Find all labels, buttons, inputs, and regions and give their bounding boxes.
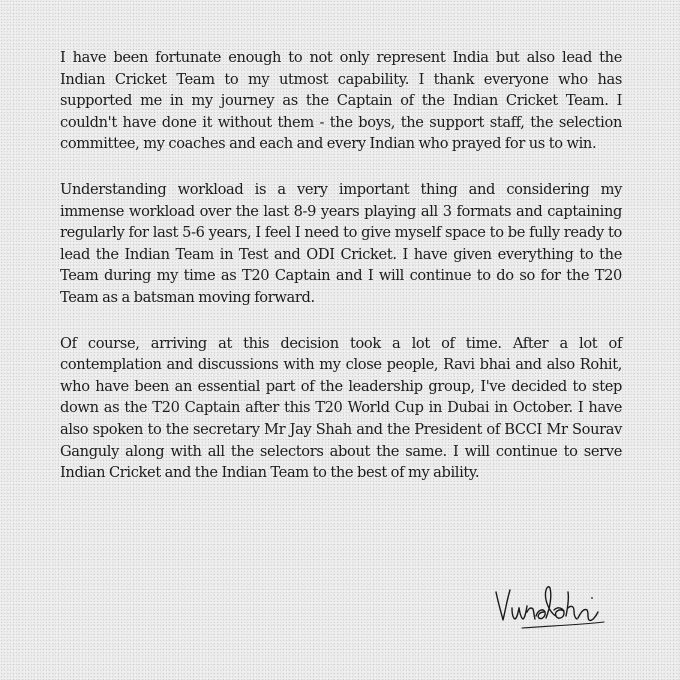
paragraph-1: I have been fortunate enough to not only represent India but also lead the Indian Cricket Team to my utmost capability. I thank everyone who has supported me in my journey as the Captain of the Indian Cricket Team. I couldn't have done it without them - the boys, the support staff, the selection committee, my coaches and each and every Indian who prayed for us to win. <box>60 49 622 153</box>
paragraph-2: Understanding workload is a very important thing and considering my immense workload over the last 8-9 years playing all 3 formats and captaining regularly for last 5-6 years, I feel I need to give myself space to be fully ready to lead the Indian Team in Test and ODI Cricket. I have given everything to the Team during my time as T20 Captain and I will continue to do so for the T20 Team as a batsman moving forward. <box>60 180 622 306</box>
signature <box>492 578 612 634</box>
handwritten-signature-icon <box>492 578 612 634</box>
letter-body <box>60 47 622 508</box>
paragraph-3: Of course, arriving at this decision took a lot of time. After a lot of contemplation and discussions with my close people, Ravi bhai and also Rohit, who have been an essential part of the leadership group, I've decided to step down as the T20 Captain after this T20 World Cup in Dubai in October. I have also spoken to the secretary Mr Jay Shah and the President of BCCI Mr Sourav Ganguly along with all the selectors about the same. I will continue to serve Indian Cricket and the Indian Team to the best of my ability. <box>60 334 622 482</box>
